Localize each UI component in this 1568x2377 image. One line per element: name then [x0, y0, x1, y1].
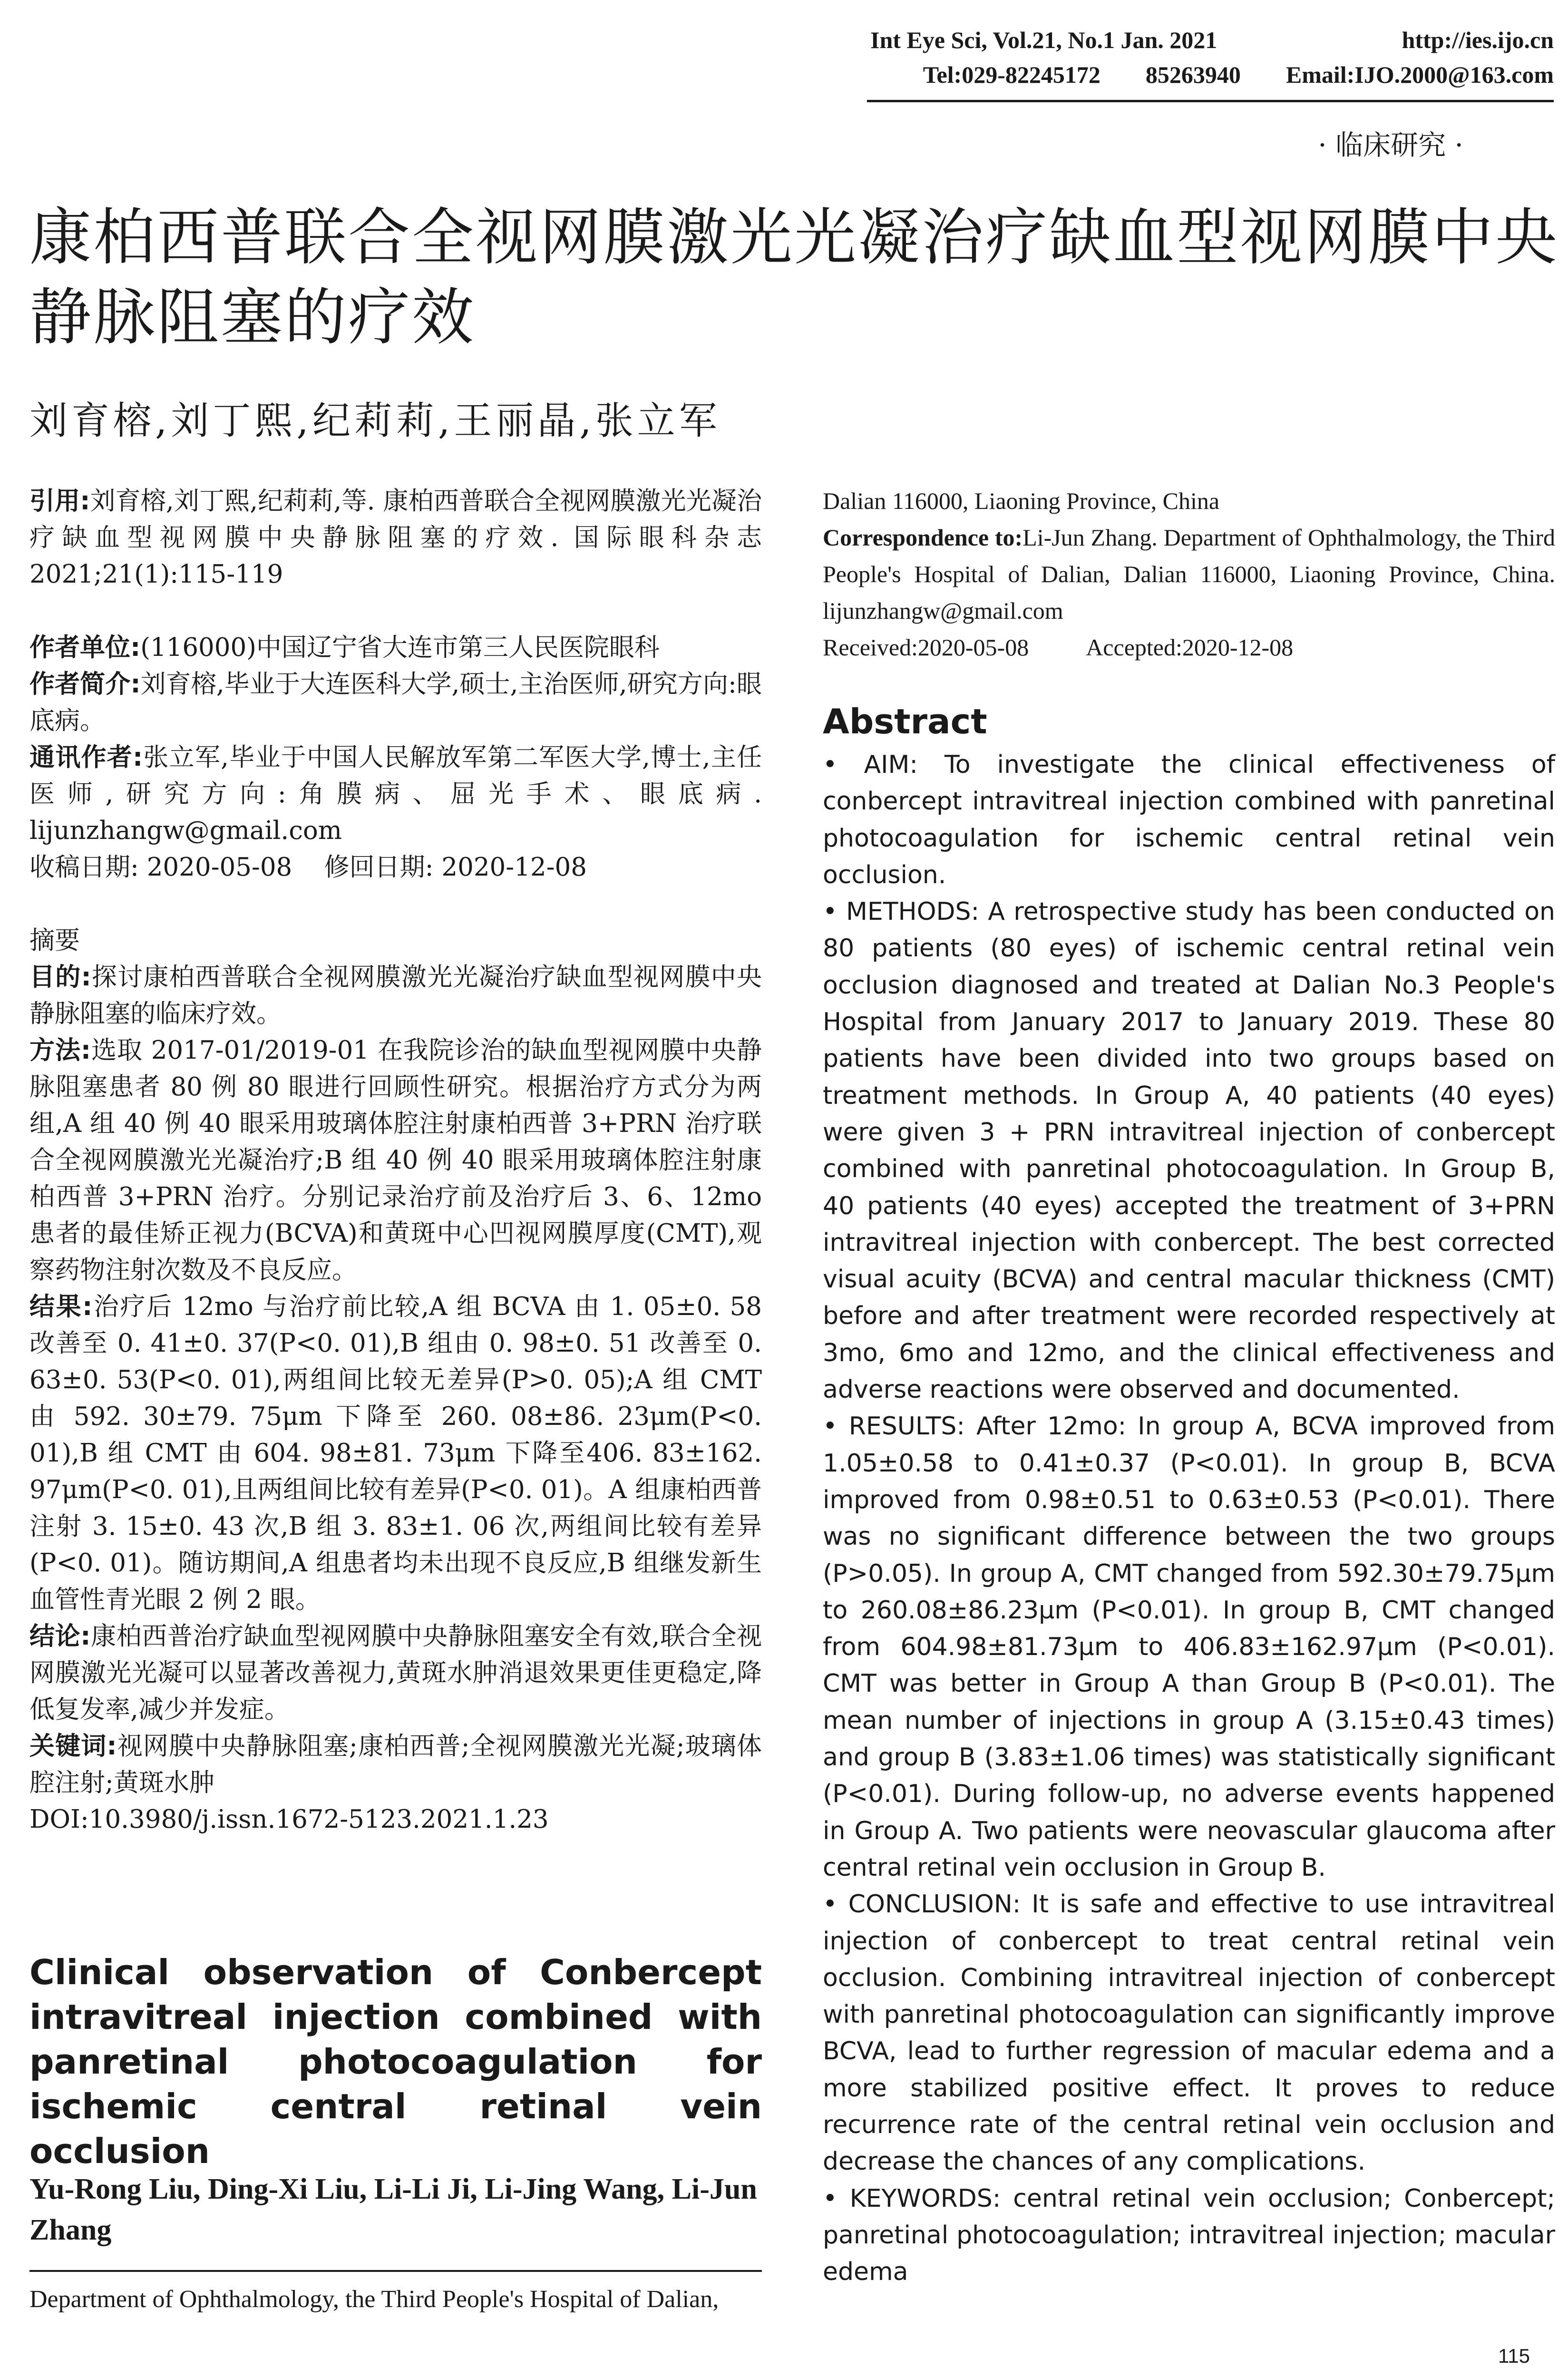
keywords-cn-label: 关键词:: [29, 1732, 117, 1761]
conclusion-cn-text: 康柏西普治疗缺血型视网膜中央静脉阻塞安全有效,联合全视网膜激光光凝可以显著改善视力,黄斑水肿消退效果更佳更稳定,降低复发率,减少并发症。: [29, 1622, 762, 1724]
result-cn-text: 治疗后 12mo 与治疗前比较,A 组 BCVA 由 1. 05±0. 58 改善至 0. 41±0. 37(P<0. 01),B 组由 0. 98±0. 51 改善至 0. 63±0. 53(P<0. 01),两组间比较无差异(P>0. 05);A 组 CMT 由 592. 30±79. 75μm 下降至 260. 08±86. 23μm(P<0. 01),B 组 CMT 由 604. 98±81. 73μm 下降至406. 83±162. 97μm(P<0. 01),且两组间比较有差异(P<0. 01)。A 组康柏西普注射 3. 15±0. 43 次,B 组 3. 83±1. 06 次,两组间比较有差异(P<0. 01)。随访期间,A 组患者均未出现不良反应,B 组继发新生血管性青光眼 2 例 2 眼。: [29, 1292, 762, 1614]
journal-header-line: [870, 26, 1554, 54]
abstract-results: • RESULTS: After 12mo: In group A, BCVA improved from 1.05±0.58 to 0.41±0.37 (P<0.01). In group B, BCVA improved from 0.98±0.51 to 0.63±0.53 (P<0.01). There was no significant difference between the two groups (P>0.05). In group A, CMT changed from 592.30±79.75μm to 260.08±86.23μm (P<0.01). In group B, CMT changed from 604.98±81.73μm to 406.83±162.97μm (P<0.01). CMT was better in Group A than Group B (P<0.01). The mean number of injections in group A (3.15±0.43 times) and group B (3.83±1.06 times) was statistically significant (P<0.01). During follow-up, no adverse events happened in Group A. Two patients were neovascular glaucoma after central retinal vein occlusion in Group B.: [823, 1412, 1555, 1882]
department-line: Department of Ophthalmology, the Third People's Hospital of Dalian,: [29, 2286, 719, 2313]
section-label: · 临床研究 ·: [1318, 129, 1463, 161]
aim-cn-label: 目的:: [29, 963, 91, 992]
abstract-heading: Abstract: [823, 701, 987, 741]
journal-url[interactable]: http://ies.ijo.cn: [1402, 27, 1554, 53]
address-continuation: Dalian 116000, Liaoning Province, China: [823, 487, 1220, 514]
citation-block: [29, 483, 762, 593]
journal-tel2: 85263940: [1145, 61, 1241, 88]
dates-line: 收稿日期: 2020-05-08 修回日期: 2020-12-08: [29, 853, 587, 882]
aim-cn-text: 探讨康柏西普联合全视网膜激光光凝治疗缺血型视网膜中央静脉阻塞的临床疗效。: [29, 963, 762, 1028]
author-bio-text: 刘育榕,毕业于大连医科大学,硕士,主治医师,研究方向:眼底病。: [29, 670, 762, 735]
author-unit: [29, 629, 762, 666]
conclusion-cn: [29, 1618, 762, 1728]
journal-tel: Tel:029-82245172: [923, 61, 1101, 88]
corresponding-author: [29, 739, 762, 849]
doi-line[interactable]: DOI:10.3980/j.issn.1672-5123.2021.1.23: [29, 1805, 549, 1834]
keywords-cn-text: 视网膜中央静脉阻塞;康柏西普;全视网膜激光光凝;玻璃体腔注射;黄斑水肿: [29, 1732, 762, 1797]
keywords-cn: [29, 1728, 762, 1801]
chinese-title: 康柏西普联合全视网膜激光光凝治疗缺血型视网膜中央静脉阻塞的疗效: [29, 201, 1559, 353]
correspondence-text: Li-Jun Zhang. Department of Ophthalmology, the Third People's Hospital of Dalian, Dalian 116000, Liaoning Province, China. lijunzhangw@gmail.com: [823, 524, 1555, 624]
accepted-date: Accepted:2020-12-08: [1086, 634, 1294, 661]
method-cn-text: 选取 2017-01/2019-01 在我院诊治的缺血型视网膜中央静脉阻塞患者 80 例 80 眼进行回顾性研究。根据治疗方式分为两组,A 组 40 例 40 眼采用玻璃体腔注射康柏西普 3+PRN 治疗联合全视网膜激光光凝治疗;B 组 40 例 40 眼采用玻璃体腔注射康柏西普 3+PRN 治疗。分别记录治疗前及治疗后 3、6、12mo 患者的最佳矫正视力(BCVA)和黄斑中心凹视网膜厚度(CMT),观察药物注射次数及不良反应。: [29, 1036, 762, 1285]
correspondence-label: Correspondence to:: [823, 524, 1023, 551]
journal-contact-line: [875, 61, 1554, 88]
abstract-aim: • AIM: To investigate the clinical effectiveness of conbercept intravitreal injection combined with panretinal photocoagulation for ischemic central retinal vein occlusion.: [823, 750, 1555, 889]
result-cn: [29, 1288, 762, 1618]
journal-email[interactable]: Email:IJO.2000@163.com: [1286, 61, 1554, 88]
author-bio: [29, 666, 762, 739]
abstract-methods: • METHODS: A retrospective study has been conducted on 80 patients (80 eyes) of ischemic central retinal vein occlusion diagnosed and treated at Dalian No.3 People's Hospital from January 2017 to January 2019. These 80 patients have been divided into two groups based on treatment methods. In Group A, 40 patients (40 eyes) were given 3 + PRN intravitreal injection of conbercept combined with panretinal photocoagulation. In Group B, 40 patients (40 eyes) accepted the treatment of 3+PRN intravitreal injection with conbercept. The best corrected visual acuity (BCVA) and central macular thickness (CMT) before and after treatment were recorded respectively at 3mo, 6mo and 12mo, and the clinical effectiveness and adverse reactions were observed and documented.: [823, 897, 1555, 1404]
english-title: Clinical observation of Conbercept intravitreal injection combined with panretinal photocoagulation for ischemic central retinal vein occlusion: [29, 1952, 762, 2171]
english-authors: Yu-Rong Liu, Ding-Xi Liu, Li-Li Ji, Li-Jing Wang, Li-Jun Zhang: [29, 2173, 757, 2246]
aim-cn: [29, 959, 762, 1032]
corresponding-author-label: 通讯作者:: [29, 743, 143, 772]
received-date: Received:2020-05-08: [823, 634, 1029, 661]
method-cn: [29, 1032, 762, 1288]
english-abstract: [823, 747, 1555, 2290]
journal-citation: Int Eye Sci, Vol.21, No.1 Jan. 2021: [870, 27, 1217, 53]
correspondence-block: [823, 483, 1555, 666]
result-cn-label: 结果:: [29, 1292, 93, 1321]
left-divider: [29, 2270, 762, 2272]
chinese-authors: 刘育榕,刘丁熙,纪莉莉,王丽晶,张立军: [29, 399, 721, 443]
page-number: 115: [1498, 2345, 1530, 2367]
received-accepted: [823, 629, 1555, 666]
conclusion-cn-label: 结论:: [29, 1622, 91, 1651]
corresponding-author-text: 张立军,毕业于中国人民解放军第二军医大学,博士,主任医师,研究方向:角膜病、屈光手术、眼底病. lijunzhangw@gmail.com: [29, 743, 762, 845]
left-column: [29, 483, 762, 1838]
citation-text: 刘育榕,刘丁熙,纪莉莉,等. 康柏西普联合全视网膜激光光凝治疗缺血型视网膜中央静脉阻塞的疗效. 国际眼科杂志 2021;21(1):115-119: [29, 487, 762, 589]
abstract-conclusion: • CONCLUSION: It is safe and effective to use intravitreal injection of conbercept to treat central retinal vein occlusion. Combining intravitreal injection of conbercept with panretinal photocoagulation can significantly improve BCVA, lead to further regression of macular edema and a more stabilized positive effect. It proves to reduce recurrence rate of the central retinal vein occlusion and decrease the chances of any complications.: [823, 1890, 1555, 2176]
author-unit-text: (116000)中国辽宁省大连市第三人民医院眼科: [140, 633, 660, 662]
author-bio-label: 作者简介:: [29, 670, 141, 699]
abstract-heading-cn: 摘要: [29, 926, 80, 955]
correspondence: [823, 519, 1555, 629]
method-cn-label: 方法:: [29, 1036, 91, 1065]
citation-label: 引用:: [29, 487, 90, 516]
abstract-keywords: • KEYWORDS: central retinal vein occlusion; Conbercept; panretinal photocoagulation; intravitreal injection; macular edema: [823, 2184, 1555, 2287]
header-rule: [867, 100, 1554, 102]
author-unit-label: 作者单位:: [29, 633, 141, 662]
